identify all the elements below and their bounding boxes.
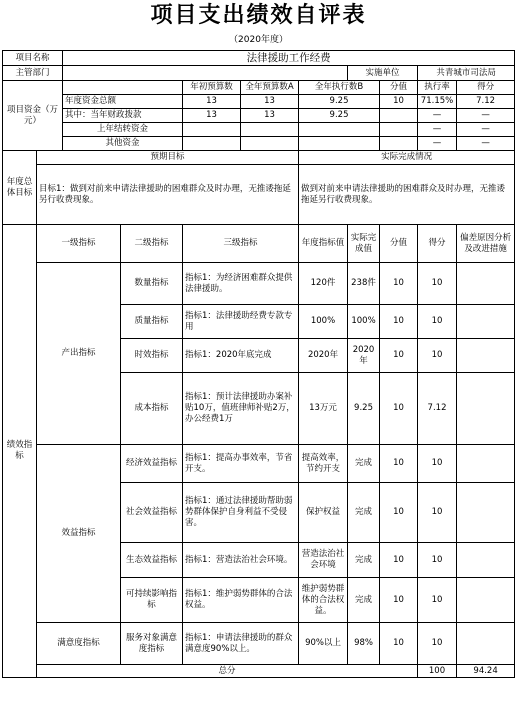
indicators-header-row (3, 225, 515, 263)
indicator-level3: 指标1：营造法治社会环境。 (183, 543, 299, 578)
funds-cell: 10 (380, 95, 418, 109)
funds-cell: 13 (183, 109, 241, 123)
indicator-level2: 时效指标 (121, 339, 183, 373)
dept-row (3, 66, 515, 81)
indicator-target: 120件 (299, 263, 348, 305)
indicator-weight: 10 (380, 578, 418, 623)
indicator-score: 10 (418, 263, 457, 305)
indicator-target: 90%以上 (299, 623, 348, 665)
funds-cell: 13 (241, 109, 299, 123)
project-name-label: 项目名称 (3, 51, 63, 66)
satisfaction-indicators-label: 满意度指标 (37, 623, 121, 665)
funds-cell: — (457, 109, 515, 123)
year-label: （2020年度） (229, 35, 288, 45)
dept-label: 主管部门 (3, 66, 63, 81)
funds-row (3, 123, 515, 137)
indicator-target: 营造法治社会环境 (299, 543, 348, 578)
indicator-weight: 10 (380, 373, 418, 445)
indicator-level3: 指标1：申请法律援助的群众满意度90%以上。 (183, 623, 299, 665)
funds-cell: 71.15% (418, 95, 457, 109)
indicator-level2: 成本指标 (121, 373, 183, 445)
goals-header-row (3, 151, 515, 165)
indicator-actual: 完成 (348, 445, 380, 483)
funds-cell: — (418, 123, 457, 137)
indicator-row (3, 445, 515, 483)
indicator-level2: 社会效益指标 (121, 483, 183, 543)
indicator-level3: 指标1：维护弱势群体的合法权益。 (183, 578, 299, 623)
ind-col-weight: 分值 (380, 225, 418, 263)
indicator-level3: 指标1：通过法律援助帮助弱势群体保护自身利益不受侵害。 (183, 483, 299, 543)
goals-expected-label: 预期目标 (37, 151, 299, 165)
impl-unit-label: 实施单位 (348, 66, 418, 81)
funds-cell (299, 123, 380, 137)
funds-col-score: 得分 (457, 81, 515, 95)
indicator-level3: 指标1：为经济困难群众提供法律援助。 (183, 263, 299, 305)
funds-cell (380, 137, 418, 151)
funds-cell (299, 137, 380, 151)
indicator-row (3, 263, 515, 305)
goals-expected-text: 目标1：做到对前来申请法律援助的困难群众及时办理，无推诿拖延另行收费现象。 (37, 165, 299, 225)
funds-cell (380, 123, 418, 137)
goals-actual-label: 实际完成情况 (299, 151, 515, 165)
indicator-level2: 生态效益指标 (121, 543, 183, 578)
indicator-actual: 完成 (348, 543, 380, 578)
funds-row-label: 其他资金 (63, 137, 183, 151)
funds-cell: 9.25 (299, 109, 380, 123)
funds-cell: — (418, 137, 457, 151)
indicator-actual: 完成 (348, 483, 380, 543)
indicator-row (3, 623, 515, 665)
goals-group-label: 年度总体目标 (3, 151, 37, 225)
indicator-score: 10 (418, 305, 457, 339)
indicator-level3: 指标1：提高办事效率，节省开支。 (183, 445, 299, 483)
indicator-actual: 9.25 (348, 373, 380, 445)
total-weight: 100 (418, 665, 457, 678)
indicator-actual: 98% (348, 623, 380, 665)
indicator-weight: 10 (380, 339, 418, 373)
funds-cell: — (457, 123, 515, 137)
indicator-level2: 质量指标 (121, 305, 183, 339)
indicator-weight: 10 (380, 483, 418, 543)
funds-cell (380, 109, 418, 123)
indicator-score: 10 (418, 483, 457, 543)
funds-col-weight: 分值 (380, 81, 418, 95)
indicator-target: 保护权益 (299, 483, 348, 543)
funds-row (3, 95, 515, 109)
funds-cell: — (457, 137, 515, 151)
goals-actual-text: 做到对前来申请法律援助的困难群众及时办理，无推诿拖延另行收费现象。 (299, 165, 515, 225)
dept-value (63, 66, 348, 81)
funds-row-label: 其中：当年财政拨款 (63, 109, 183, 123)
ind-col-actual: 实际完成值 (348, 225, 380, 263)
indicator-score: 10 (418, 623, 457, 665)
indicator-actual: 完成 (348, 578, 380, 623)
indicator-weight: 10 (380, 623, 418, 665)
funds-row (3, 109, 515, 123)
output-indicators-label: 产出指标 (37, 263, 121, 445)
indicator-score: 10 (418, 445, 457, 483)
funds-row (3, 137, 515, 151)
indicator-target: 提高效率，节约开支 (299, 445, 348, 483)
indicator-target: 2020年 (299, 339, 348, 373)
funds-col-executed: 全年执行数B (299, 81, 380, 95)
funds-col-exec-rate: 执行率 (418, 81, 457, 95)
indicator-actual: 100% (348, 305, 380, 339)
indicator-actual: 238件 (348, 263, 380, 305)
ind-col-score: 得分 (418, 225, 457, 263)
impl-unit-value: 共青城市司法局 (418, 66, 515, 81)
indicator-score: 10 (418, 578, 457, 623)
funds-cell (183, 123, 241, 137)
funds-header-row (3, 81, 515, 95)
indicator-level2: 服务对象满意度指标 (121, 623, 183, 665)
indicator-actual: 2020年 (348, 339, 380, 373)
funds-cell: — (418, 109, 457, 123)
funds-row-label: 年度资金总额 (63, 95, 183, 109)
goals-content-row (3, 165, 515, 225)
indicator-weight: 10 (380, 263, 418, 305)
project-name-row (3, 51, 515, 66)
page-title: 项目支出绩效自评表 (150, 2, 367, 28)
indicator-weight: 10 (380, 305, 418, 339)
indicator-level2: 经济效益指标 (121, 445, 183, 483)
total-row (3, 665, 515, 678)
funds-col-init-budget: 年初预算数 (183, 81, 241, 95)
project-name-value: 法律援助工作经费 (63, 51, 515, 66)
indicator-level2: 数量指标 (121, 263, 183, 305)
funds-cell (241, 123, 299, 137)
evaluation-table (2, 50, 515, 678)
ind-col-deviation: 偏差原因分析及改进措施 (457, 225, 515, 263)
funds-cell: 7.12 (457, 95, 515, 109)
indicator-score: 7.12 (418, 373, 457, 445)
indicators-group-label: 绩效指标 (3, 225, 37, 678)
indicator-target: 13万元 (299, 373, 348, 445)
indicator-target: 维护弱势群体的合法权益。 (299, 578, 348, 623)
indicator-score: 10 (418, 339, 457, 373)
ind-col-level1: 一级指标 (37, 225, 121, 263)
indicator-weight: 10 (380, 445, 418, 483)
indicator-level3: 指标1：2020年底完成 (183, 339, 299, 373)
indicator-level2: 可持续影响指标 (121, 578, 183, 623)
funds-row-label: 上年结转资金 (63, 123, 183, 137)
funds-cell: 13 (183, 95, 241, 109)
funds-group-label: 项目资金（万元） (3, 81, 63, 151)
ind-col-level3: 三级指标 (183, 225, 299, 263)
ind-col-target: 年度指标值 (299, 225, 348, 263)
ind-col-level2: 二级指标 (121, 225, 183, 263)
funds-col-annual-budget: 全年预算数A (241, 81, 299, 95)
indicator-target: 100% (299, 305, 348, 339)
indicator-weight: 10 (380, 543, 418, 578)
funds-cell (241, 137, 299, 151)
total-label: 总分 (37, 665, 418, 678)
total-score: 94.24 (457, 665, 515, 678)
funds-cell: 13 (241, 95, 299, 109)
benefit-indicators-label: 效益指标 (37, 445, 121, 623)
indicator-level3: 指标1：法律援助经费专款专用 (183, 305, 299, 339)
funds-cell (183, 137, 241, 151)
indicator-level3: 指标1：预计法律援助办案补贴10万，值班律师补贴2万，办公经费1万 (183, 373, 299, 445)
funds-cell: 9.25 (299, 95, 380, 109)
indicator-score: 10 (418, 543, 457, 578)
